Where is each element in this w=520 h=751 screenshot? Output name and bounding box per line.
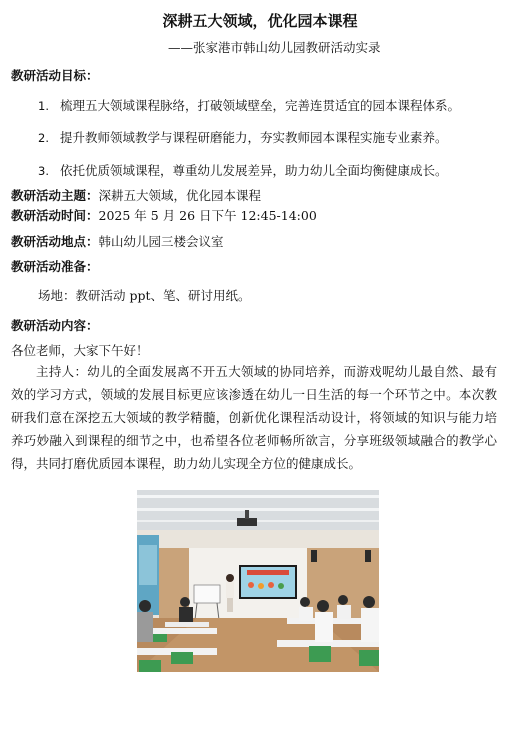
theme-value: 深耕五大领域，优化园本课程 (98, 188, 262, 203)
prep-text: 场地：教研活动 ppt、笔、研讨用纸。 (38, 288, 251, 303)
goals-heading: 教研活动目标： (11, 68, 99, 83)
place-value: 韩山幼儿园三楼会议室 (98, 234, 224, 249)
goal-number: 2. (38, 131, 49, 145)
goal-item (38, 128, 448, 146)
host-paragraph: 主持人：幼儿的全面发展离不开五大领域的协同培养，而游戏呢幼儿最自然、最有效的学习方式，领域的发展目标更应该渗透在幼儿一日生活的每一个环节之中。本次教研我们意在深挖五大领域的教学精髓，创新优化课程活动设计，将领域的知识与能力培养巧妙融入到课程的细节之中，也希望各位老师畅所欲言，分享班级领域融合的教学心得，共同打磨优质园本课程，助力幼儿实现全方位的健康成长。 (11, 364, 497, 471)
meeting-room-photo (137, 490, 379, 672)
content-heading: 教研活动内容： (11, 318, 99, 333)
goal-text: 梳理五大领域课程脉络，打破领域壁垒，完善连贯适宜的园本课程体系。 (59, 98, 460, 113)
document-subtitle: ——张家港市韩山幼儿园教研活动实录 (168, 40, 381, 55)
greeting-text: 各位老师，大家下午好！ (11, 343, 149, 358)
goal-text: 依托优质领域课程，尊重幼儿发展差异，助力幼儿全面均衡健康成长。 (59, 163, 448, 178)
time-label: 教研活动时间： (11, 208, 99, 223)
prep-heading: 教研活动准备： (11, 259, 99, 274)
goal-number: 3. (38, 164, 49, 178)
goal-number: 1. (38, 99, 49, 113)
time-line (11, 206, 317, 224)
place-label: 教研活动地点： (11, 234, 99, 249)
goal-item (38, 96, 460, 114)
time-value: 2025 年 5 月 26 日下午 12:45-14:00 (98, 208, 317, 223)
theme-label: 教研活动主题： (11, 188, 99, 203)
theme-line (11, 186, 261, 204)
place-line (11, 232, 224, 250)
goal-text: 提升教师领域教学与课程研磨能力，夯实教师园本课程实施专业素养。 (59, 130, 448, 145)
goal-item (38, 161, 448, 179)
document-title: 深耕五大领域，优化园本课程 (162, 12, 358, 30)
